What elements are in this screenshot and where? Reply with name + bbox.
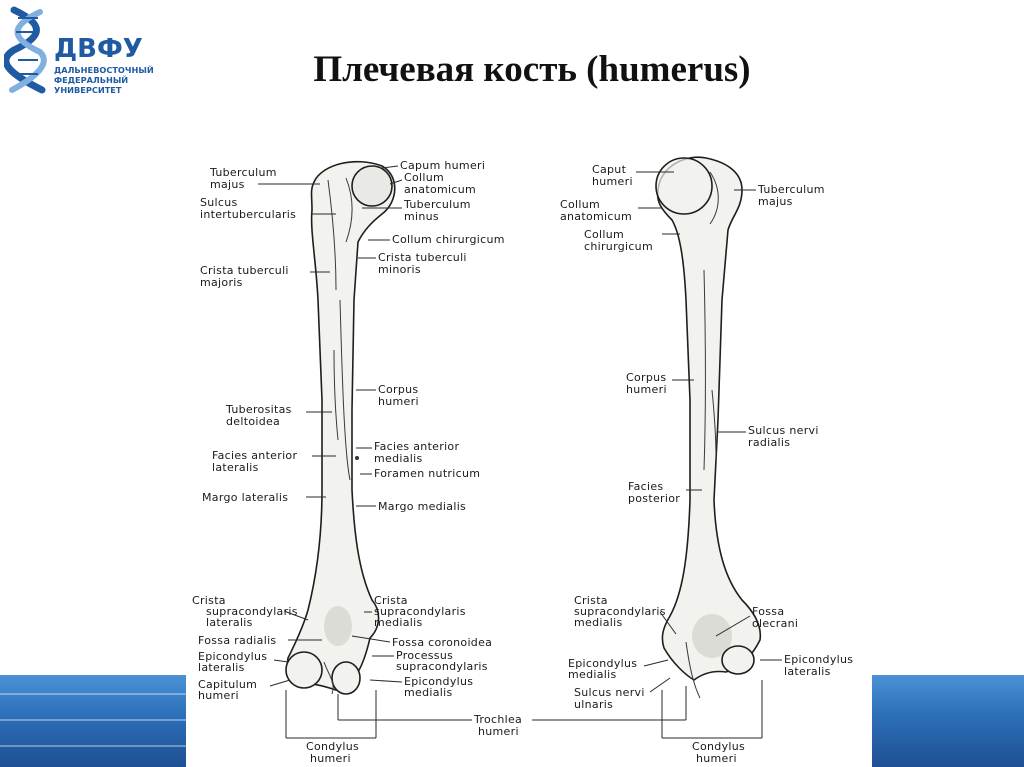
label-collum-anat-1: Collum: [404, 171, 445, 184]
label-facies-ant-med-2: medialis: [374, 452, 423, 465]
foramen-dot-icon: [355, 456, 359, 460]
label-processus-1: Processus: [396, 649, 454, 662]
label-crista-sup-med-1: Crista: [374, 594, 408, 607]
humerus-figure: [186, 150, 872, 767]
label-fossa-radialis: Fossa radialis: [198, 634, 277, 647]
label-capitulum-1: Capitulum: [198, 678, 258, 691]
label-crista-tub-min-2: minoris: [378, 263, 421, 276]
label-crista-sup-lat-2: supracondylaris: [206, 605, 298, 618]
label-tuberculum-majus-1: Tuberculum: [210, 166, 277, 179]
label-p-facies-post-1: Facies: [628, 480, 664, 493]
slide-title: Плечевая кость (humerus): [313, 49, 751, 90]
label-crista-tub-min-1: Crista tuberculi: [378, 251, 467, 264]
label-p-sulcus-radialis-1: Sulcus nervi: [748, 424, 819, 437]
label-p-caput-1: Caput: [592, 163, 627, 176]
label-tub-minus-1: Tuberculum: [404, 198, 471, 211]
label-tub-minus-2: minus: [404, 210, 439, 223]
label-p-sulcus-ulnaris-1: Sulcus nervi: [574, 686, 645, 699]
label-condylus-2: humeri: [310, 752, 351, 765]
label-trochlea-2: humeri: [478, 725, 519, 738]
label-crista-tub-maj-2: majoris: [200, 276, 243, 289]
label-collum-anat-2: anatomicum: [404, 183, 477, 196]
label-p-corpus-2: humeri: [626, 383, 667, 396]
label-p-condylus-1: Condylus: [692, 740, 746, 753]
posterior-condylus-bracket: [662, 680, 762, 765]
label-p-tub-majus-1: Tuberculum: [758, 183, 825, 196]
label-p-crista-sup-med-3: medialis: [574, 616, 623, 629]
label-margo-med: Margo medialis: [378, 500, 467, 513]
label-p-collum-anat-1: Collum: [560, 198, 601, 211]
label-epicondylus-med-2: medialis: [404, 686, 453, 699]
label-fossa-coronoidea: Fossa coronoidea: [392, 636, 493, 649]
label-p-epicondylus-lat-2: lateralis: [784, 665, 831, 678]
label-facies-ant-med-1: Facies anterior: [374, 440, 460, 453]
label-tuberculum-majus-2: majus: [210, 178, 245, 191]
label-epicondylus-lat-2: lateralis: [198, 661, 245, 674]
label-p-crista-sup-med-2: supracondylaris: [574, 605, 666, 618]
label-p-sulcus-ulnaris-2: ulnaris: [574, 698, 614, 711]
anterior-right-labels: [352, 159, 505, 699]
decorative-band-left: [0, 675, 186, 767]
label-p-sulcus-radialis-2: radialis: [748, 436, 791, 449]
label-p-collum-chir-2: chirurgicum: [584, 240, 653, 253]
label-condylus-1: Condylus: [306, 740, 360, 753]
label-p-facies-post-2: posterior: [628, 492, 681, 505]
label-sulcus-2: intertubercularis: [200, 208, 297, 221]
logo-line-1: ДАЛЬНЕВОСТОЧНЫЙ: [54, 65, 154, 75]
label-p-epicondylus-med-1: Epicondylus: [568, 657, 638, 670]
label-p-epicondylus-med-2: medialis: [568, 668, 617, 681]
label-corpus-2: humeri: [378, 395, 419, 408]
label-crista-sup-med-3: medialis: [374, 616, 423, 629]
label-tuberositas-1: Tuberositas: [226, 403, 292, 416]
label-corpus-1: Corpus: [378, 383, 419, 396]
label-epicondylus-med-1: Epicondylus: [404, 675, 474, 688]
label-margo-lat: Margo lateralis: [202, 491, 289, 504]
logo-line-3: УНИВЕРСИТЕТ: [54, 85, 122, 95]
label-p-caput-2: humeri: [592, 175, 633, 188]
anterior-condylus-bracket: [286, 690, 472, 765]
label-crista-sup-lat-3: lateralis: [206, 616, 253, 629]
label-p-corpus-1: Corpus: [626, 371, 667, 384]
label-p-fossa-olecrani-1: Fossa: [752, 605, 785, 618]
label-collum-chir: Collum chirurgicum: [392, 233, 505, 246]
decorative-band-right: [872, 675, 1024, 767]
label-sulcus-1: Sulcus: [200, 196, 238, 209]
logo-name: ДВФУ: [54, 34, 143, 64]
label-caput: Capum humeri: [400, 159, 486, 172]
label-facies-ant-lat-1: Facies anterior: [212, 449, 298, 462]
humerus-diagram: [186, 150, 872, 767]
label-p-collum-anat-2: anatomicum: [560, 210, 633, 223]
label-p-collum-chir-1: Collum: [584, 228, 625, 241]
logo-line-2: ФЕДЕРАЛЬНЫЙ: [54, 75, 129, 85]
label-p-epicondylus-lat-1: Epicondylus: [784, 653, 854, 666]
label-processus-2: supracondylaris: [396, 660, 488, 673]
label-epicondylus-lat-1: Epicondylus: [198, 650, 268, 663]
label-p-tub-majus-2: majus: [758, 195, 793, 208]
label-trochlea-1: Trochlea: [474, 713, 523, 726]
label-p-condylus-2: humeri: [696, 752, 737, 765]
label-crista-tub-maj-1: Crista tuberculi: [200, 264, 289, 277]
label-p-crista-sup-med-1: Crista: [574, 594, 608, 607]
label-capitulum-2: humeri: [198, 689, 239, 702]
posterior-humerus-bone: [656, 157, 760, 698]
label-foramen: Foramen nutricum: [374, 467, 481, 480]
label-tuberositas-2: deltoidea: [226, 415, 281, 428]
label-p-fossa-olecrani-2: olecrani: [752, 617, 799, 630]
label-crista-sup-lat-1: Crista: [192, 594, 226, 607]
label-facies-ant-lat-2: lateralis: [212, 461, 259, 474]
label-crista-sup-med-2: supracondylaris: [374, 605, 466, 618]
